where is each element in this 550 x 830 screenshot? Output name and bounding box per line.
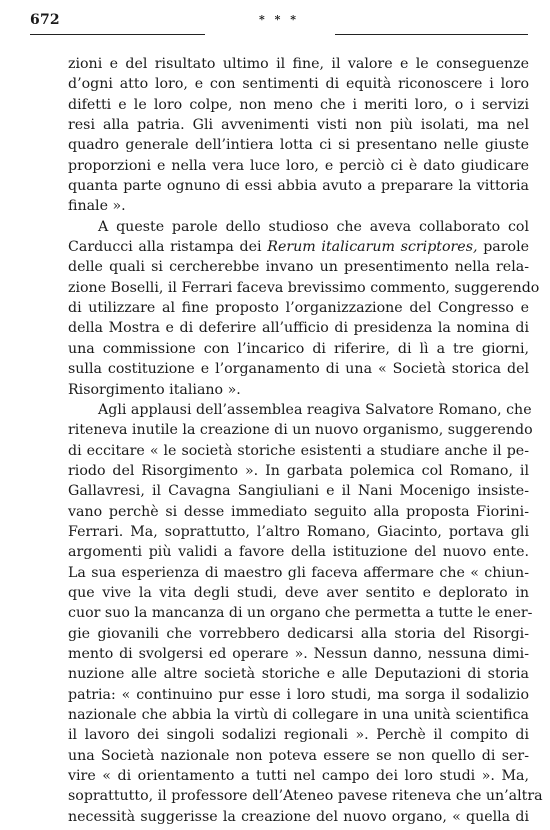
text-line: argomenti più validi a favore della istituzione del nuovo ente. [68,544,529,561]
text-line: A queste parole dello studioso che aveva collaborato col [98,218,529,235]
text-line: mento di svolgersi ed operare ». Nessun danno, nessuna dimi- [68,645,529,662]
text-line: Risorgimento italiano ». [68,381,241,398]
text-line: quanta parte ognuno di essi abbia avuto a preparare la vittoria [68,178,529,195]
text-line: una Società nazionale non poteva essere se non quello di ser- [68,747,529,764]
text-line: gie giovanili che vorrebbero dedicarsi alla storia del Risorgi- [68,625,529,642]
text-line: Ferrari. Ma, soprattutto, l’altro Romano, Giacinto, portava gli [68,523,529,540]
text-line: resi alla patria. Gli avvenimenti visti non più isolati, ma nel [68,117,529,134]
header-rule-left [30,34,205,35]
text-segment: parole [483,239,530,256]
text-line: quadro generale dell’intiera lotta ci si presentano nelle giuste [68,137,529,154]
text-line: patria: « continuino pur esse i loro studi, ma sorga il sodalizio [68,686,529,703]
text-line: Gallavresi, il Cavagna Sangiuliani e il Nani Mocenigo insiste- [68,483,529,500]
running-head: * * * [259,13,299,26]
text-line: zione Boselli, il Ferrari faceva brevissimo commento, suggerendo [68,279,540,296]
text-line: il lavoro dei singoli sodalizi regionali ». Perchè il compito di [68,727,529,744]
text-line: nazionale che abbia la virtù di collegare in una unità scientifica [68,707,529,723]
text-line: delle quali si cercherebbe invano un presentimento nella rela- [68,259,529,276]
text-segment: Carducci alla ristampa dei [68,239,262,256]
text-line: di utilizzare al fine proposto l’organizzazione del Congresso e [68,300,529,317]
text-line: della Mostra e di deferire all’ufficio di presidenza la nomina di [68,320,529,337]
text-line: finale ». [68,198,126,215]
text-line: una commissione con l’incarico di riferire, di lì a tre giorni, [68,340,529,357]
text-line: que vive la vita degli studi, deve aver sentito e deplorato in [68,584,529,601]
text-line: necessità suggerisse la creazione del nuovo organo, « quella di [68,808,529,825]
text-line: zioni e del risultato ultimo il fine, il valore e le conseguenze [68,56,529,72]
text-line-with-italic [68,237,529,257]
text-line: difetti e le loro colpe, non meno che i meriti loro, o i servizi [68,96,529,113]
text-line: riteneva inutile la creazione di un nuovo organismo, suggerendo [68,422,533,439]
text-line: cuor suo la mancanza di un organo che permetta a tutte le ener- [68,605,533,622]
text-line: d’ogni atto loro, e con sentimenti di equità riconoscere i loro [68,76,529,93]
text-line: soprattutto, il professore dell’Ateneo pavese riteneva che un’altra [68,788,543,805]
text-line: vano perchè si desse immediato seguito alla proposta Fiorini- [68,503,529,520]
body-text [68,54,543,827]
page-number: 672 [30,12,60,28]
text-line: vire « di orientamento a tutti nel campo dei loro studi ». Ma, [68,768,529,785]
text-line: Agli applausi dell’assemblea reagiva Salvatore Romano, che [98,401,532,418]
italic-title: Rerum italicarum scriptores, [267,239,478,256]
text-line: sulla costituzione e l’organamento di una « Società storica del [68,361,529,378]
text-line: La sua esperienza di maestro gli faceva affermare che « chiun- [68,564,529,581]
text-line: riodo del Risorgimento ». In garbata polemica col Romano, il [68,462,529,479]
text-line: nuzione alle altre società storiche e alle Deputazioni di storia [68,666,529,683]
text-line: di eccitare « le società storiche esistenti a studiare anche il pe- [68,442,529,459]
page-header [30,12,528,34]
header-rule-right [335,34,528,35]
text-line: proporzioni e nella vera luce loro, e perciò ci è dato giudicare [68,157,529,174]
